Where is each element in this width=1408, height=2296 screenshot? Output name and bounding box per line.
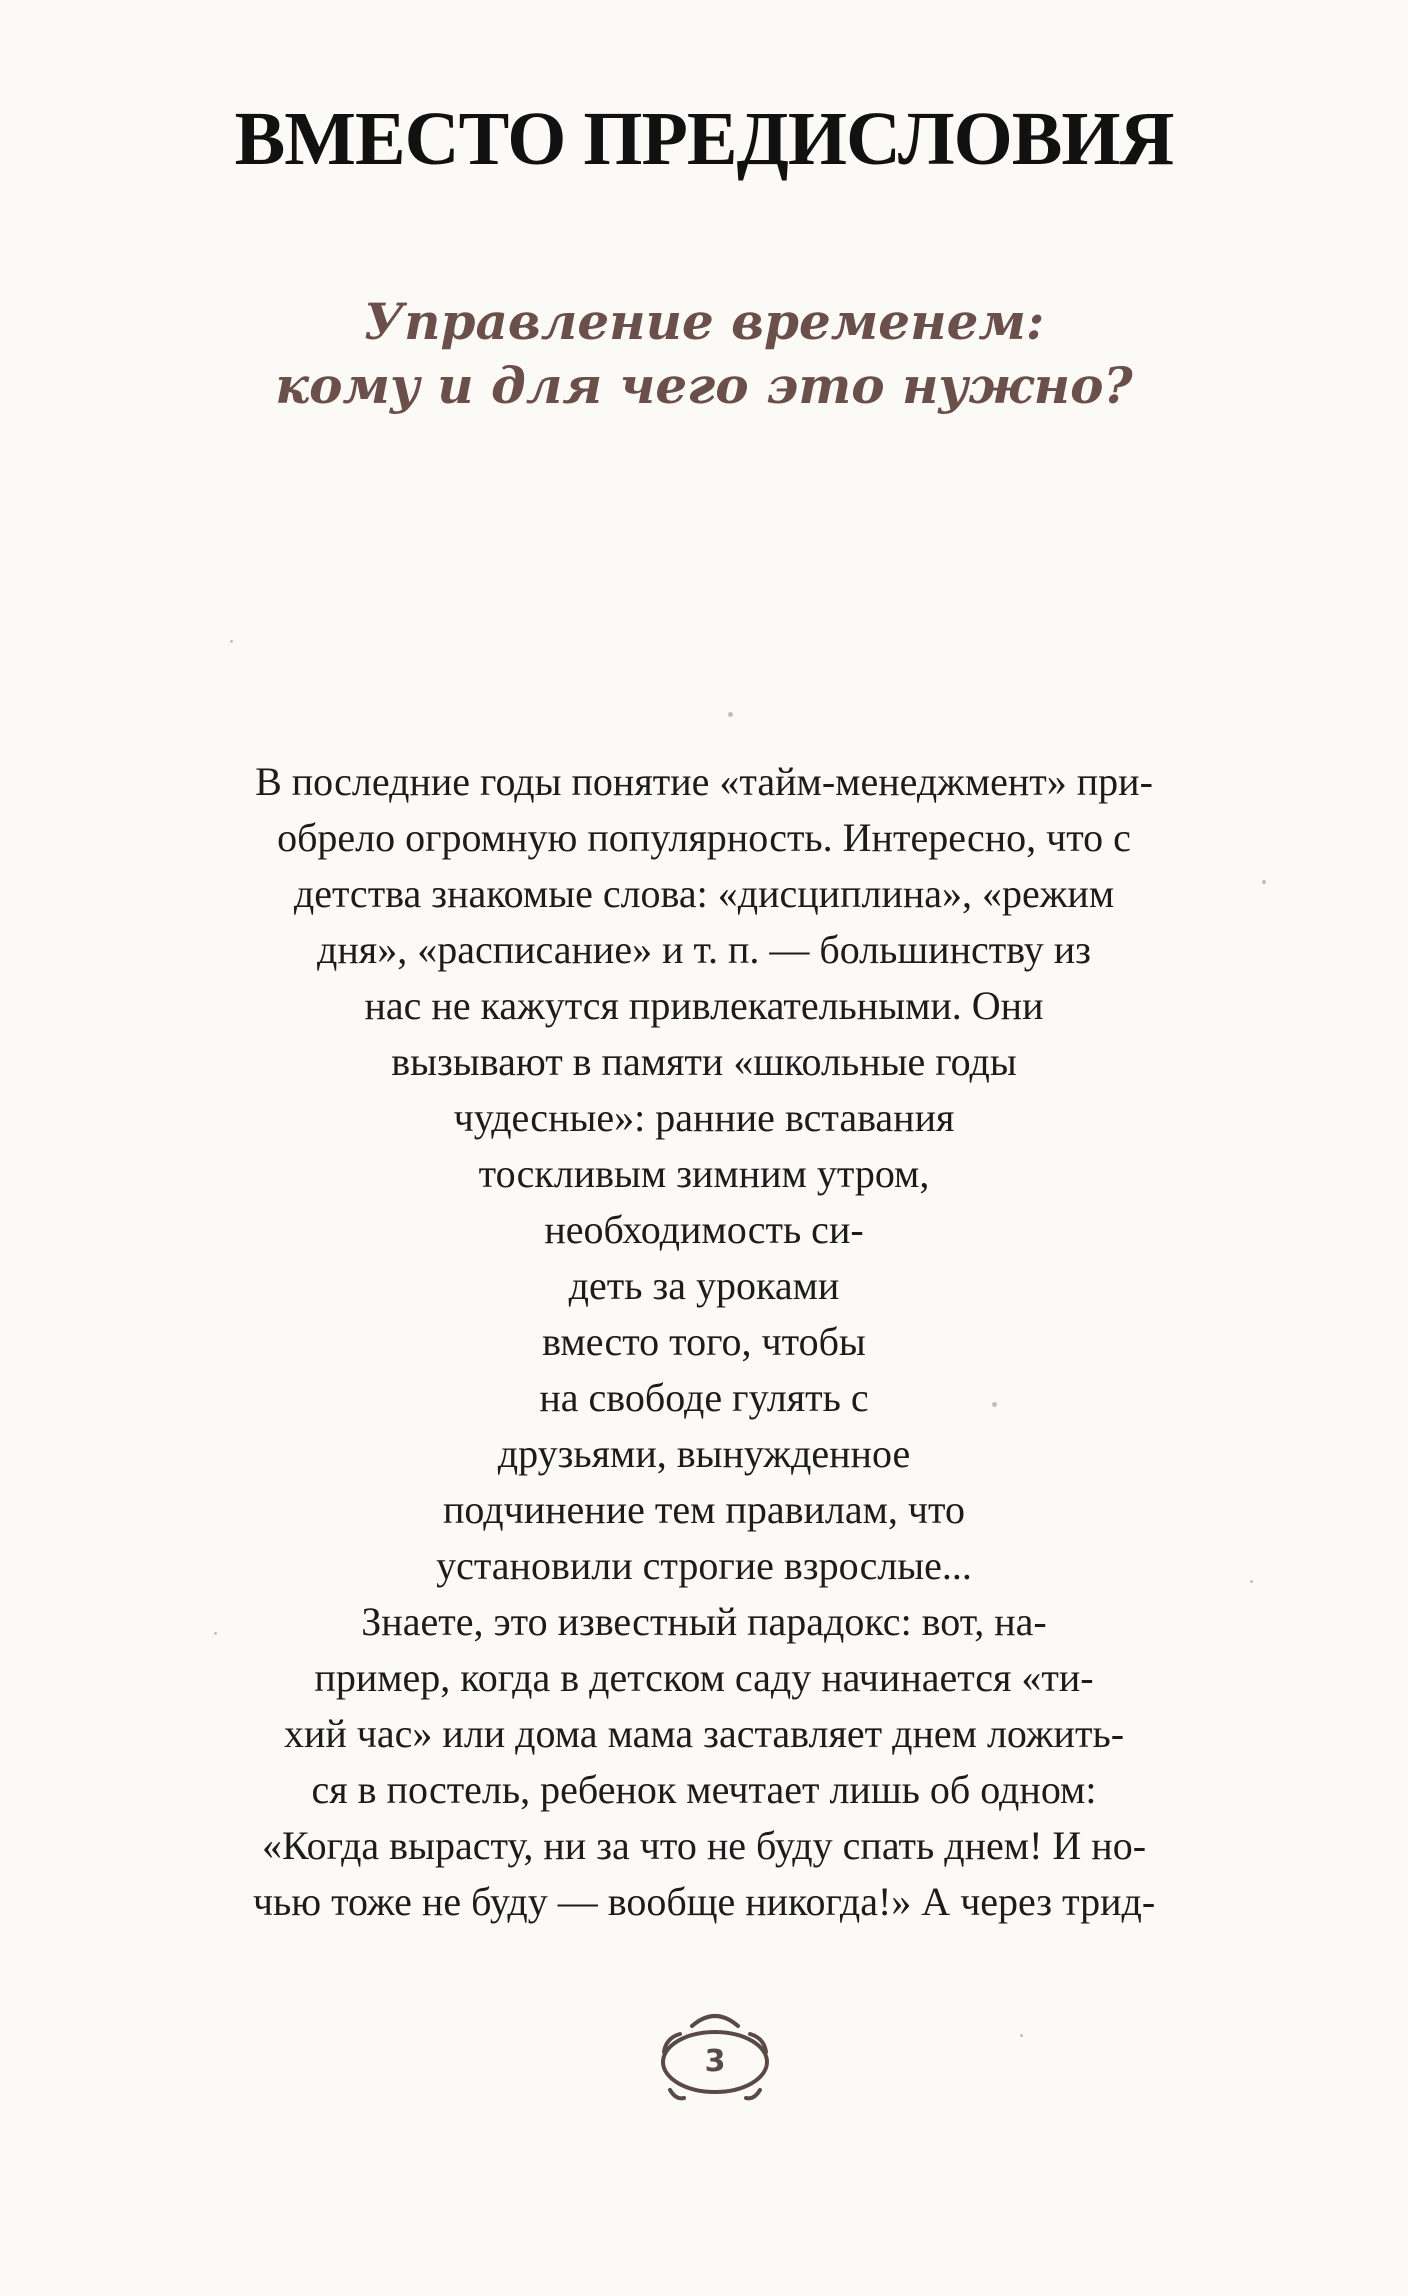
body-line: друзьями, вынужденное — [497, 1431, 911, 1476]
body-line: детства знакомые слова: «дисциплина», «режим — [293, 871, 1115, 916]
chapter-subtitle — [0, 290, 1408, 418]
paper-speck — [992, 1402, 997, 1407]
paper-speck — [230, 640, 233, 643]
paper-speck — [728, 712, 733, 717]
body-line: «Когда вырасту, ни за что не буду спать днем! И но- — [261, 1823, 1147, 1868]
body-line: необходимость си- — [544, 1207, 864, 1252]
body-line: на свободе гулять с — [539, 1375, 869, 1420]
body-line: хий час» или дома мама заставляет днем ложить- — [283, 1711, 1125, 1756]
body-line: установили строгие взрослые... — [436, 1543, 972, 1588]
body-line: чудесные»: ранние вставания — [453, 1095, 955, 1140]
paper-speck — [1262, 880, 1266, 884]
body-line: нас не кажутся привлекательными. Они — [364, 983, 1044, 1028]
paper-speck — [214, 1632, 217, 1635]
subtitle-line-2: кому и для чего это нужно? — [275, 356, 1133, 415]
body-line: вместо того, чтобы — [542, 1319, 866, 1364]
body-line: Знаете, это известный парадокс: вот, на- — [361, 1599, 1047, 1644]
paper-speck — [1020, 2034, 1023, 2037]
body-line: В последние годы понятие «тайм-менеджмент» при- — [255, 759, 1153, 804]
body-line: тоскливым зимним утром, — [478, 1151, 930, 1196]
page-number-badge — [640, 2004, 790, 2104]
body-line: вызывают в памяти «школьные годы — [391, 1039, 1017, 1084]
body-line: пример, когда в детском саду начинается «ти- — [314, 1655, 1094, 1700]
page-number: 3 — [704, 2044, 726, 2079]
body-line: дня», «расписание» и т. п. — большинству из — [317, 927, 1091, 972]
body-line: обрело огромную популярность. Интересно, что с — [277, 815, 1131, 860]
body-line: ся в постель, ребенок мечтает лишь об одном: — [311, 1767, 1097, 1812]
body-line: чью тоже не буду — вообще никогда!» А через трид- — [252, 1879, 1156, 1924]
subtitle-line-1: Управление временем: — [363, 292, 1045, 351]
chapter-title: ВМЕСТО ПРЕДИСЛОВИЯ — [234, 97, 1174, 181]
body-line: деть за уроками — [568, 1263, 840, 1308]
body-line: подчинение тем правилам, что — [443, 1487, 965, 1532]
paper-speck — [1250, 1580, 1253, 1583]
